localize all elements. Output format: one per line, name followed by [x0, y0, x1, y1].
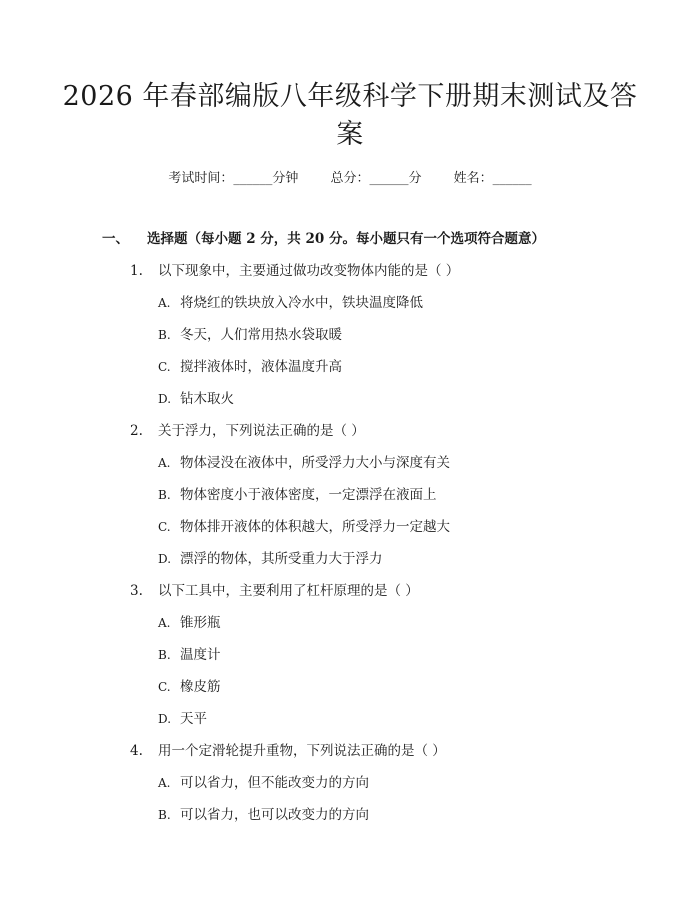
question-1-option-b [158, 326, 342, 344]
question-1-option-c [158, 358, 342, 376]
option-label: D. [158, 712, 172, 726]
option-label: B. [158, 488, 171, 502]
question-number: 2. [130, 423, 143, 439]
option-text: 锥形瓶 [180, 615, 221, 631]
option-text: 温度计 [180, 647, 221, 663]
option-label: B. [158, 328, 171, 342]
question-text: 以下工具中，主要利用了杠杆原理的是（ ） [158, 583, 419, 599]
exam-time-field: 考试时间：______分钟 [168, 171, 299, 186]
question-3-option-c [158, 678, 221, 696]
question-number: 4. [130, 743, 143, 759]
question-text: 关于浮力，下列说法正确的是（ ） [158, 423, 365, 439]
question-4-option-a [158, 774, 369, 792]
section-title: 选择题（每小题 2 分，共 20 分。每小题只有一个选项符合题意） [147, 231, 545, 247]
option-label: A. [158, 296, 171, 310]
question-number: 3. [130, 583, 143, 599]
option-label: A. [158, 776, 171, 790]
section-number: 一、 [102, 231, 129, 247]
document-title: 2026 年春部编版八年级科学下册期末测试及答案 [62, 81, 638, 150]
option-text: 漂浮的物体，其所受重力大于浮力 [180, 551, 383, 567]
question-3-option-d [158, 710, 207, 728]
question-number: 1. [130, 263, 143, 279]
question-2-option-d [158, 550, 383, 568]
option-text: 搅拌液体时，液体温度升高 [180, 359, 342, 375]
question-2 [130, 422, 365, 440]
exam-info-line [0, 170, 700, 188]
option-text: 天平 [180, 711, 207, 727]
question-1-option-a [158, 294, 423, 312]
question-4 [130, 742, 446, 760]
question-4-option-b [158, 806, 369, 824]
option-text: 将烧红的铁块放入冷水中，铁块温度降低 [180, 295, 423, 311]
question-text: 用一个定滑轮提升重物，下列说法正确的是（ ） [158, 743, 446, 759]
option-label: B. [158, 648, 171, 662]
question-3-option-a [158, 614, 221, 632]
option-label: B. [158, 808, 171, 822]
option-text: 橡皮筋 [180, 679, 221, 695]
option-label: D. [158, 392, 172, 406]
option-label: C. [158, 520, 171, 534]
question-2-option-a [158, 454, 450, 472]
question-2-option-c [158, 518, 450, 536]
option-text: 钻木取火 [180, 391, 234, 407]
option-text: 物体排开液体的体积越大，所受浮力一定越大 [180, 519, 450, 535]
question-text: 以下现象中，主要通过做功改变物体内能的是（ ） [158, 263, 460, 279]
option-label: A. [158, 616, 171, 630]
name-field: 姓名：______ [453, 171, 532, 186]
option-label: A. [158, 456, 171, 470]
section-heading [102, 230, 545, 248]
question-3 [130, 582, 419, 600]
option-text: 可以省力，但不能改变力的方向 [180, 775, 369, 791]
option-label: D. [158, 552, 172, 566]
option-text: 冬天，人们常用热水袋取暖 [180, 327, 342, 343]
question-3-option-b [158, 646, 221, 664]
option-text: 物体密度小于液体密度，一定漂浮在液面上 [180, 487, 437, 503]
total-score-field: 总分：______分 [330, 171, 422, 186]
option-label: C. [158, 360, 171, 374]
option-text: 物体浸没在液体中，所受浮力大小与深度有关 [180, 455, 450, 471]
question-1-option-d [158, 390, 234, 408]
question-1 [130, 262, 459, 280]
option-label: C. [158, 680, 171, 694]
question-2-option-b [158, 486, 437, 504]
option-text: 可以省力，也可以改变力的方向 [180, 807, 369, 823]
